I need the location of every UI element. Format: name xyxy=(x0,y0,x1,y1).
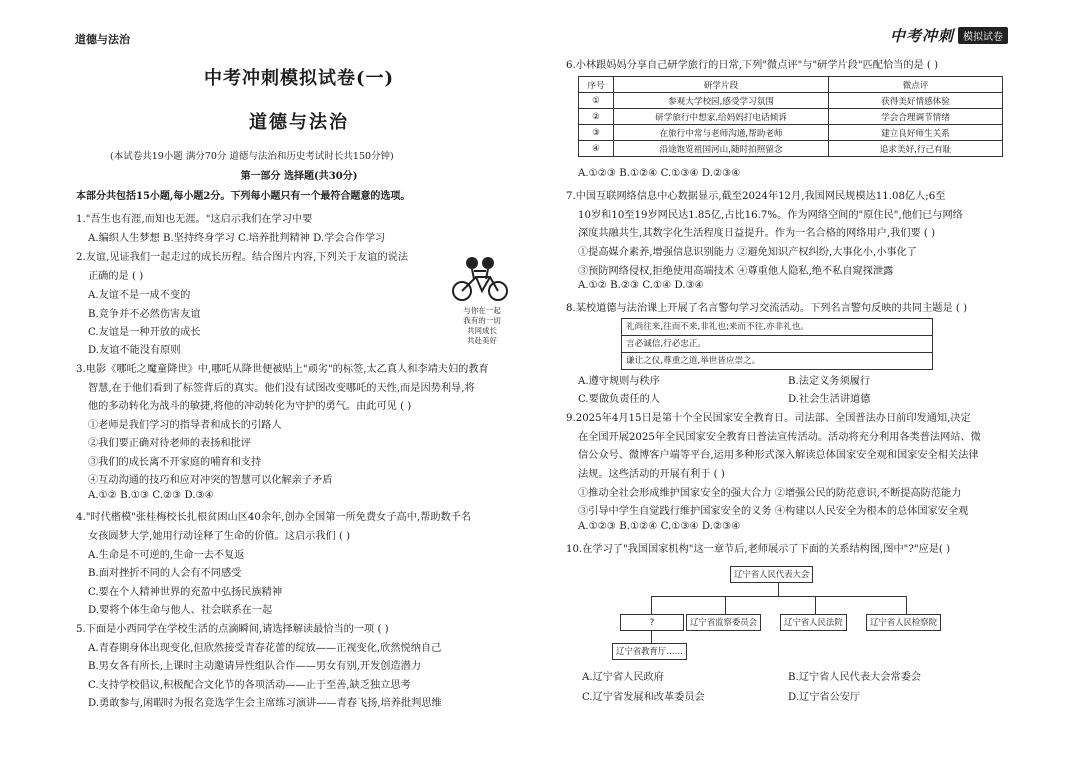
table-cell: 学会合理调节情绪 xyxy=(829,109,1003,125)
org-supervision-node: 辽宁省监察委员会 xyxy=(686,614,761,631)
q3-item-3: ③我们的成长离不开家庭的哺育和支持 xyxy=(88,457,262,468)
q2-option-b: B.竞争并不必然伤害友谊 xyxy=(88,309,201,320)
q9-stem: 9.2025年4月15日是第十个全民国家安全教育日。司法部、全国普法办日前印发通知,决定 xyxy=(566,413,971,424)
q4-option-a: A.生命是不可逆的,生命一去不复返 xyxy=(88,550,245,561)
q3-options: A.①② B.①③ C.②③ D.③④ xyxy=(88,490,214,501)
org-court-node: 辽宁省人民法院 xyxy=(780,614,847,631)
q10-option-a: A.辽宁省人民政府 xyxy=(582,672,664,683)
table-cell: ① xyxy=(579,93,614,109)
q5-option-c: C.支持学校倡议,积极配合文化节的各项活动——止于至善,缺乏独立思考 xyxy=(88,680,411,691)
q5-option-d: D.勇敢参与,闲暇时为报名竞选学生会主席练习演讲——青春飞扬,培养批判思维 xyxy=(88,698,442,709)
q5-stem: 5.下面是小西同学在学校生活的点滴瞬间,请选择解读最恰当的一项 ( ) xyxy=(76,624,389,635)
table-header: 研学片段 xyxy=(614,77,829,93)
q3-stem-3: 他的多动转化为战斗的敏捷,将他的冲动转化为守护的勇气。由此可见 ( ) xyxy=(88,401,412,412)
table-cell: 研学旅行中想家,给妈妈打电话倾诉 xyxy=(614,109,829,125)
q1-options: A.编织人生梦想 B.坚持终身学习 C.培养批判精神 D.学会合作学习 xyxy=(88,233,386,244)
table-cell: 追求美好,行己有耻 xyxy=(829,141,1003,157)
q10-stem: 10.在学习了"我国国家机构"这一章节后,老师展示了下面的关系结构图,图中"?"应是( ) xyxy=(566,544,951,555)
caption-line: 共同成长 xyxy=(467,326,497,335)
caption-line: 与你在一起 xyxy=(463,306,501,315)
table-header: 微点评 xyxy=(829,77,1003,93)
q9-stem-3: 信公众号、微博客户端等平台,运用多种形式深入解读总体国家安全观和国家安全相关法律 xyxy=(578,450,979,461)
caption-line: 共赴美好 xyxy=(467,336,497,345)
q2-option-c: C.友谊是一种开放的成长 xyxy=(88,327,201,338)
q10-option-c: C.辽宁省发展和改革委员会 xyxy=(582,692,705,703)
org-top-node: 辽宁省人民代表大会 xyxy=(730,566,813,583)
table-cell: 建立良好师生关系 xyxy=(829,125,1003,141)
table-cell: 获得美好情感体验 xyxy=(829,93,1003,109)
q4-stem-2: 女孩圆梦大学,她用行动诠释了生命的价值。这启示我们 ( ) xyxy=(88,531,351,542)
q7-stem: 7.中国互联网络信息中心数据显示,截至2024年12月,我国网民规模达11.08亿人;6至 xyxy=(566,191,946,202)
q7-stem-3: 深度共融共生,其数字化生活程度日益提升。作为一名合格的网络用户,我们要 ( ) xyxy=(578,228,936,239)
q6-options: A.①②③ B.①②④ C.①③④ D.②③④ xyxy=(578,168,741,179)
q2-option-a: A.友谊不是一成不变的 xyxy=(88,290,191,301)
table-row xyxy=(579,77,1003,93)
q5-option-b: B.男女各有所长,上课时主动邀请异性组队合作——男女有别,开发创造潜力 xyxy=(88,661,422,672)
q3-item-4: ④互动沟通的技巧和应对冲突的智慧可以化解亲子矛盾 xyxy=(88,475,333,486)
q1-stem: 1."吾生也有涯,而知也无涯。"这启示我们在学习中要 xyxy=(76,214,313,225)
q9-items-34: ③引导中学生自觉践行维护国家安全的义务 ④构建以人民安全为根本的总体国家安全观 xyxy=(578,506,969,517)
q7-stem-2: 10岁和10至19岁网民达1.85亿,占比16.7%。作为网络空间的"原住民",他们已与网络 xyxy=(578,210,963,221)
q2-stem-cont: 正确的是 ( ) xyxy=(88,271,144,282)
instruction: 本部分共包括15小题,每小题2分。下列每小题只有一个最符合题意的选项。 xyxy=(76,191,411,202)
q4-option-c: C.要在个人精神世界的充盈中弘扬民族精神 xyxy=(88,587,283,598)
exam-info: (本试卷共19小题 满分70分 道德与法治和历史考试时长共150分钟) xyxy=(110,151,394,162)
table-cell: ③ xyxy=(579,125,614,141)
table-cell: 沿途饱览祖国河山,随时拍照留念 xyxy=(614,141,829,157)
org-connector xyxy=(651,631,652,643)
org-connector xyxy=(815,596,816,614)
q2-option-d: D.友谊不能没有原则 xyxy=(88,345,181,356)
table-row xyxy=(579,109,1003,125)
org-connector xyxy=(651,596,906,597)
brand-tag: 模拟试卷 xyxy=(958,27,1008,44)
q9-stem-4: 法规。这些活动的开展有利于 ( ) xyxy=(578,469,725,480)
q5-option-a: A.青春期身体出现变化,但欣然接受青春花蕾的绽放——正视变化,欣然悦纳自己 xyxy=(88,643,442,654)
image-caption xyxy=(452,306,512,346)
org-education-node: 辽宁省教育厅…… xyxy=(612,643,687,660)
part1-heading: 第一部分 选择题(共30分) xyxy=(240,171,358,182)
org-connector xyxy=(725,596,726,614)
table-cell: ④ xyxy=(579,141,614,157)
q3-stem: 3.电影《哪吒之魔童降世》中,哪吒从降世便被贴上"顽劣"的标签,太乙真人和李靖夫妇的教育 xyxy=(76,364,489,375)
q6-stem: 6.小林跟妈妈分享自己研学旅行的日常,下列"微点评"与"研学片段"匹配恰当的是 ( ) xyxy=(566,60,939,71)
q6-table xyxy=(578,76,1003,157)
table-row xyxy=(579,93,1003,109)
org-procuratorate-node: 辽宁省人民检察院 xyxy=(866,614,941,631)
q8-quote-box xyxy=(621,318,933,370)
q7-items-34: ③预防网络侵权,拒绝使用高端技术 ④尊重他人隐私,绝不私自窥探泄露 xyxy=(578,266,894,277)
table-row xyxy=(579,141,1003,157)
table-cell: 参观大学校园,感受学习氛围 xyxy=(614,93,829,109)
quote-line: 谦让之仪,尊重之道,举世皆应崇之。 xyxy=(626,356,761,366)
q10-option-d: D.辽宁省公安厅 xyxy=(788,692,861,703)
table-cell: ② xyxy=(579,109,614,125)
q10-option-b: B.辽宁省人民代表大会常委会 xyxy=(788,672,921,683)
org-connector xyxy=(778,582,779,596)
brand-name: 中考冲刺 xyxy=(889,27,954,45)
org-connector xyxy=(651,596,652,614)
q4-option-b: B.面对挫折不同的人会有不同感受 xyxy=(88,568,242,579)
q9-stem-2: 在全国开展2025年全民国家安全教育日普法宣传活动。活动将充分利用各类普法网站、微 xyxy=(578,432,981,443)
exam-title: 中考冲刺模拟试卷(一) xyxy=(203,68,395,89)
brand-logo xyxy=(890,25,1008,46)
friends-bike-illustration xyxy=(448,253,512,307)
q8-option-b: B.法定义务须履行 xyxy=(788,376,871,387)
org-connector xyxy=(906,596,907,614)
q3-item-1: ①老师是我们学习的指导者和成长的引路人 xyxy=(88,420,282,431)
table-header: 序号 xyxy=(579,77,614,93)
q9-items-12: ①推动全社会形成维护国家安全的强大合力 ②增强公民的防范意识,不断提高防范能力 xyxy=(578,488,962,499)
caption-line: 我有的一切 xyxy=(463,316,501,325)
org-unknown-node: ? xyxy=(620,614,684,631)
q4-stem: 4."时代楷模"张桂梅校长扎根贫困山区40余年,创办全国第一所免费女子高中,帮助数千名 xyxy=(76,512,472,523)
table-row xyxy=(579,125,1003,141)
q8-option-a: A.遵守规则与秩序 xyxy=(578,376,660,387)
quote-line: 言必诚信,行必忠正。 xyxy=(622,336,932,353)
q8-option-d: D.社会生活讲道德 xyxy=(788,394,871,405)
q7-items-12: ①提高媒介素养,增强信息识别能力 ②避免知识产权纠纷,大事化小,小事化了 xyxy=(578,247,917,258)
table-cell: 在旅行中常与老师沟通,帮助老师 xyxy=(614,125,829,141)
q8-option-c: C.要做负责任的人 xyxy=(578,394,660,405)
q8-stem: 8.某校道德与法治课上开展了名言警句学习交流活动。下列名言警句反映的共同主题是 ( ) xyxy=(566,303,968,314)
q4-option-d: D.要将个体生命与他人、社会联系在一起 xyxy=(88,605,273,616)
quote-line: 礼尚往来,往而不来,非礼也;来而不往,亦非礼也。 xyxy=(622,319,932,336)
q3-stem-2: 智慧,在于他们看到了标签背后的真实。他们没有试图改变哪吒的天性,而是因势利导,将 xyxy=(88,383,475,394)
exam-subject: 道德与法治 xyxy=(249,112,349,133)
q3-item-2: ②我们要正确对待老师的表扬和批评 xyxy=(88,438,251,449)
q9-options: A.①②③ B.①②④ C.①③④ D.②③④ xyxy=(578,521,741,532)
header-subject: 道德与法治 xyxy=(75,33,130,46)
q7-options: A.①② B.②③ C.①④ D.③④ xyxy=(578,280,704,291)
bike-icon xyxy=(448,253,512,303)
q2-stem: 2.友谊,见证我们一起走过的成长历程。结合图片内容,下列关于友谊的说法 xyxy=(76,252,409,263)
